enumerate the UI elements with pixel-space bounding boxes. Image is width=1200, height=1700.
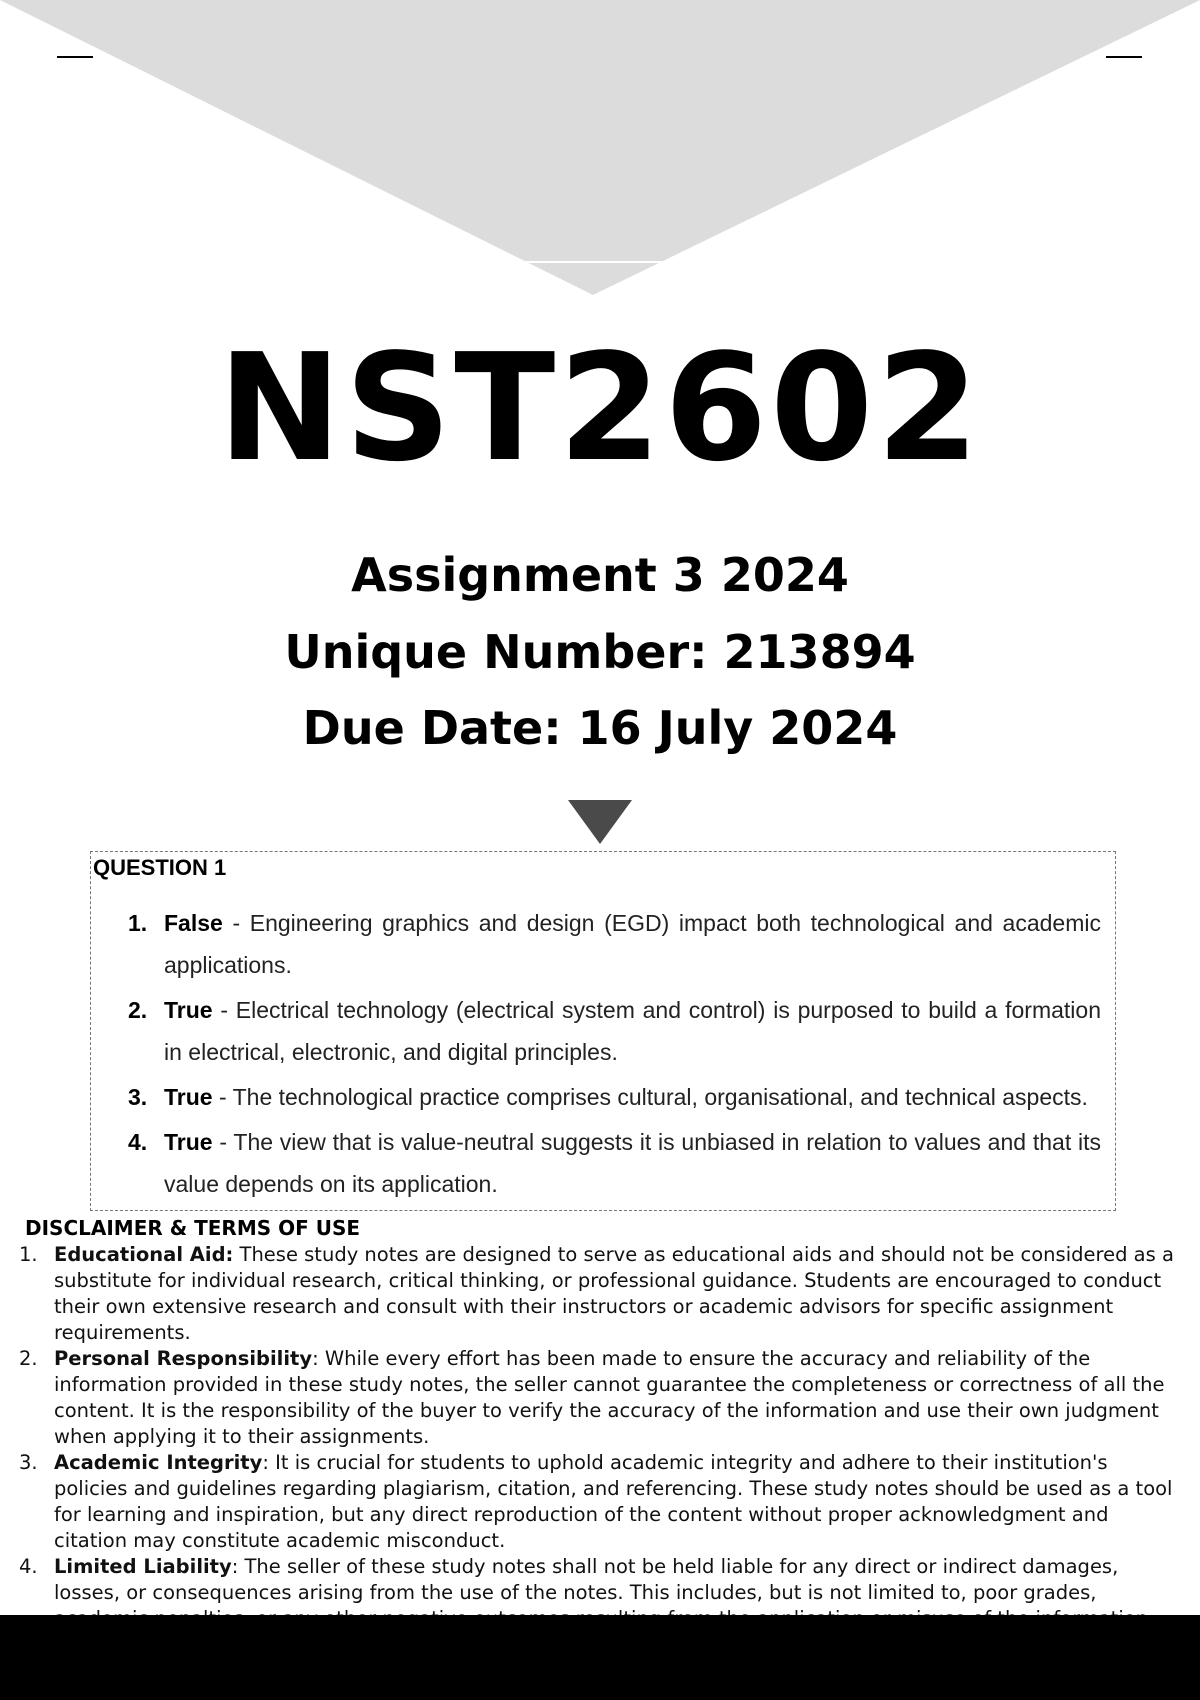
disclaimer-number: 2. xyxy=(19,1347,38,1370)
disclaimer-heading: Personal Responsibility xyxy=(54,1347,313,1370)
disclaimer-number: 1. xyxy=(19,1243,38,1266)
disclaimer-number: 3. xyxy=(19,1451,38,1474)
answer-verdict: True xyxy=(164,1129,213,1155)
disclaimer-text: : It is crucial for students to uphold academic integrity and adhere to their institution's policies and guidelines regarding plagiarism, citation, and referencing. These study notes should be used as a tool for learning and inspiration, but any direct reproduction of the content without proper acknowledgment and citation may constitute academic misconduct. xyxy=(54,1451,1173,1552)
unique-number: Unique Number: 213894 xyxy=(284,625,916,679)
disclaimer-heading: Limited Liability xyxy=(54,1555,232,1578)
decorative-dash-left xyxy=(57,56,93,58)
answer-item xyxy=(91,1076,1101,1118)
disclaimer-number: 4. xyxy=(19,1555,38,1578)
decorative-dash-right xyxy=(1106,56,1142,58)
answer-item xyxy=(91,902,1101,986)
disclaimer-heading: Academic Integrity xyxy=(54,1451,263,1474)
disclaimer-text: : While every effort has been made to ensure the accuracy and reliability of the information provided in these study notes, the seller cannot guarantee the completeness or correctness of all the content. It is the responsibility of the buyer to verify the accuracy of the information and use their own judgment when applying it to their assignments. xyxy=(54,1347,1165,1448)
disclaimer-heading: Educational Aid: xyxy=(54,1243,234,1266)
course-code: NST2602 xyxy=(217,322,983,494)
assignment-title: Assignment 3 2024 xyxy=(351,548,849,602)
bottom-black-bar xyxy=(0,1615,1200,1700)
answer-number: 4. xyxy=(128,1129,148,1155)
answer-number: 2. xyxy=(128,997,148,1023)
disclaimer-list xyxy=(0,1242,1185,1632)
disclaimer-title: DISCLAIMER & TERMS OF USE xyxy=(25,1216,361,1240)
answer-number: 1. xyxy=(128,910,148,936)
answer-verdict: True xyxy=(164,997,213,1023)
disclaimer-item xyxy=(0,1242,1185,1346)
disclaimer-text: These study notes are designed to serve as educational aids and should not be considered as a substitute for individual research, critical thinking, or professional guidance. Students are encouraged to conduct their own extensive research and consult with their instructors or academic advisors for specific assignment requirements. xyxy=(54,1243,1174,1344)
down-triangle-icon xyxy=(568,800,632,844)
question-title: QUESTION 1 xyxy=(93,855,227,880)
answer-list xyxy=(91,902,1101,1208)
answer-verdict: False xyxy=(164,910,223,936)
answer-number: 3. xyxy=(128,1084,148,1110)
answer-verdict: True xyxy=(164,1084,213,1110)
answer-text: - Engineering graphics and design (EGD) impact both technological and academic applications. xyxy=(164,910,1101,978)
answer-text: - Electrical technology (electrical system and control) is purposed to build a formation in electrical, electronic, and digital principles. xyxy=(164,997,1101,1065)
due-date: Due Date: 16 July 2024 xyxy=(302,701,898,755)
question-preview-box xyxy=(90,851,1116,1211)
answer-text: - The view that is value-neutral suggests it is unbiased in relation to values and that its value depends on its application. xyxy=(164,1129,1101,1197)
disclaimer-text: : The seller of these study notes shall not be held liable for any direct or indirect damages, losses, or consequences arising from the use of the notes. This includes, but is not limited to, poor grades, xyxy=(54,1555,1119,1604)
disclaimer-item xyxy=(0,1346,1185,1450)
cover-banner xyxy=(0,0,1200,300)
answer-text: - The technological practice comprises cultural, organisational, and technical aspects. xyxy=(212,1084,1088,1110)
answer-item xyxy=(91,1121,1101,1205)
disclaimer-item xyxy=(0,1450,1185,1554)
answer-item xyxy=(91,989,1101,1073)
